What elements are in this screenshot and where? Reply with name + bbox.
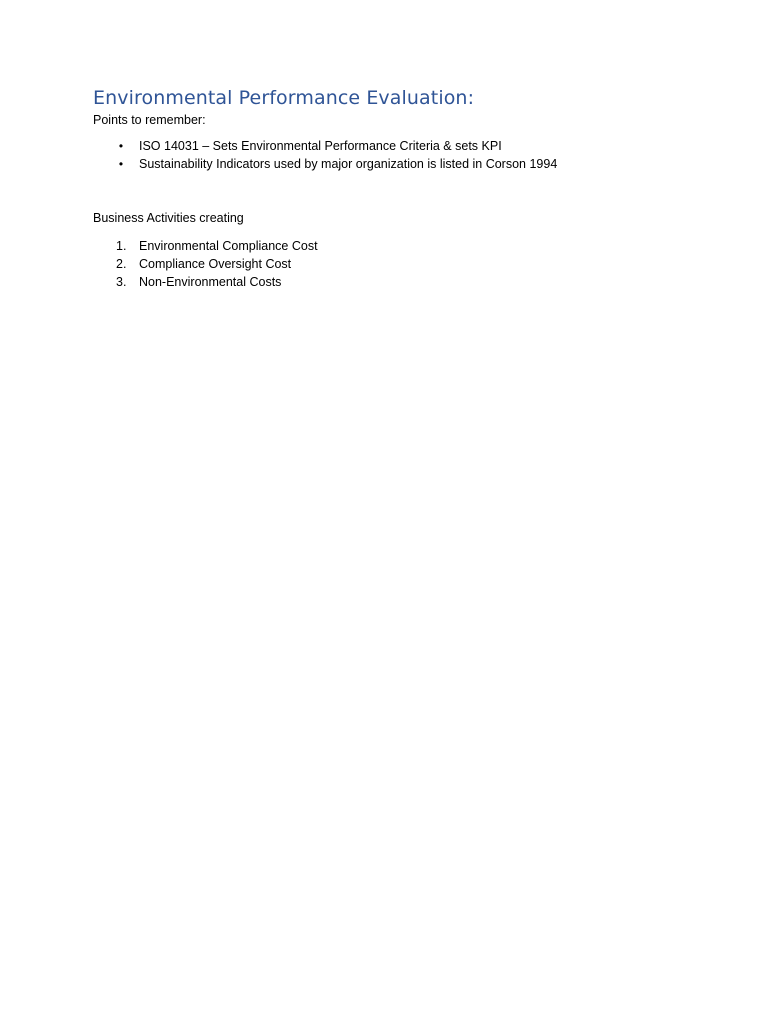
business-activities-label: Business Activities creating: [93, 211, 244, 225]
bullet-text: ISO 14031 – Sets Environmental Performance Criteria & sets KPI: [139, 139, 502, 153]
bullet-list: [93, 137, 693, 173]
document-body: [93, 86, 693, 291]
document-heading: Environmental Performance Evaluation:: [93, 87, 475, 109]
list-number: 2.: [116, 257, 127, 271]
numbered-item: [93, 255, 693, 273]
bullet-item: [93, 155, 693, 173]
list-number: 1.: [116, 239, 127, 253]
bullet-dot-icon: •: [118, 139, 124, 153]
bullet-item: [93, 137, 693, 155]
bullet-dot-icon: •: [118, 157, 124, 171]
numbered-item: [93, 237, 693, 255]
points-label: Points to remember:: [93, 113, 206, 127]
numbered-list: [93, 237, 693, 291]
numbered-text: Non-Environmental Costs: [139, 275, 282, 289]
numbered-item: [93, 273, 693, 291]
bullet-text: Sustainability Indicators used by major organization is listed in Corson 1994: [139, 157, 558, 171]
list-number: 3.: [116, 275, 127, 289]
numbered-text: Compliance Oversight Cost: [139, 257, 292, 271]
numbered-text: Environmental Compliance Cost: [139, 239, 318, 253]
